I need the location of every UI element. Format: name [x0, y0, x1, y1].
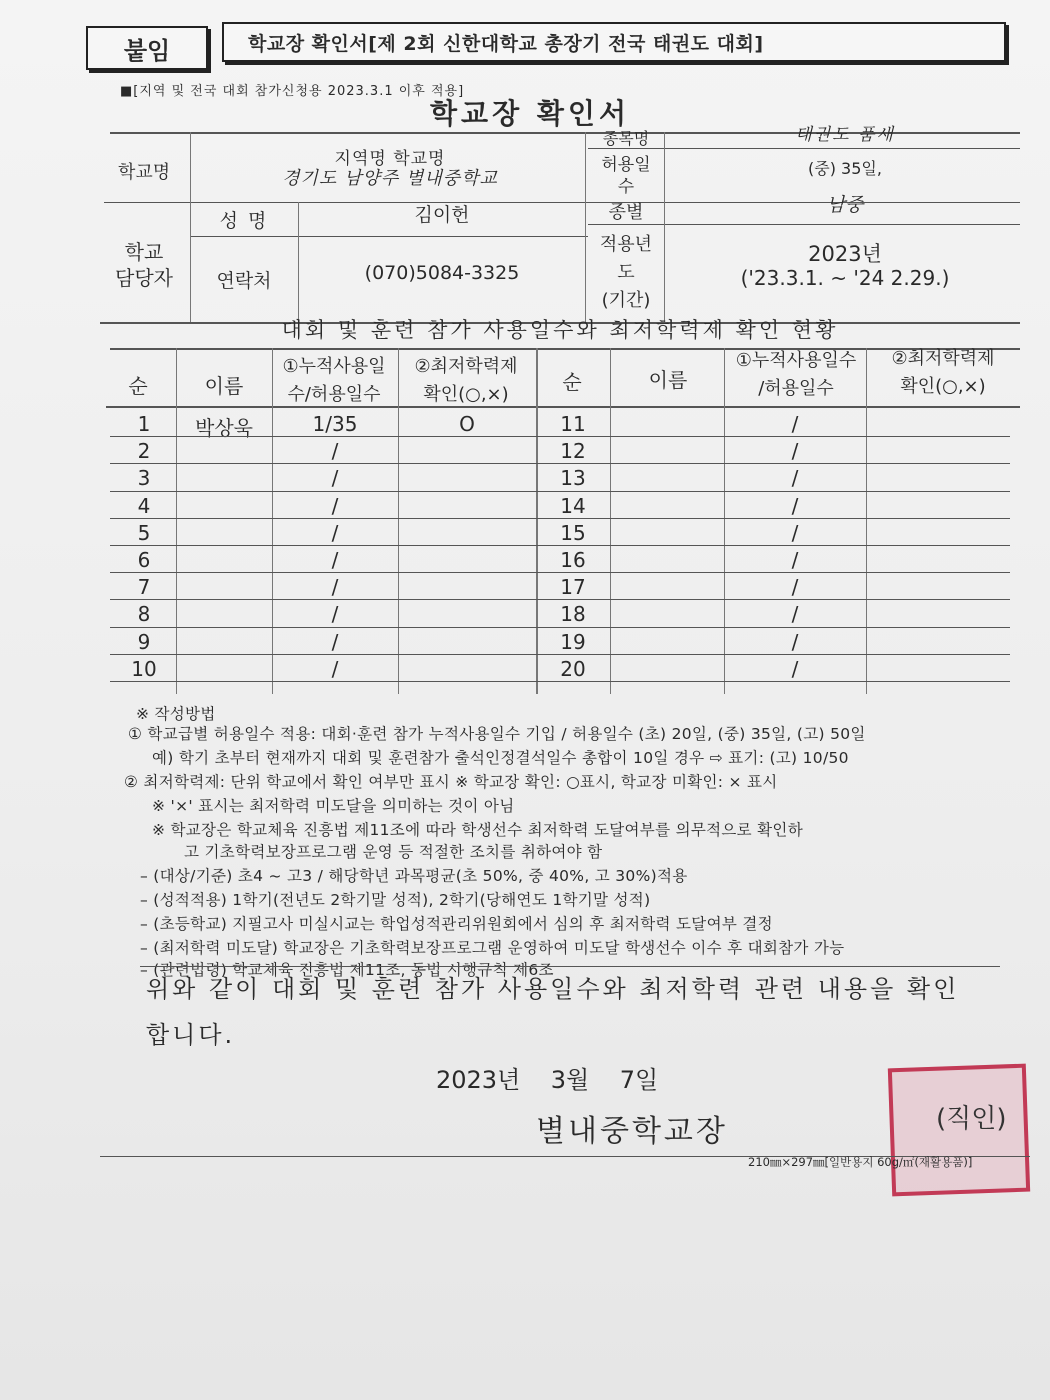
- instruction-line: – (관련법령) 학교체육 진흥법 제11조, 동법 시행규칙 제6조: [140, 961, 554, 979]
- days-used-right: /: [791, 548, 799, 572]
- row-number-right: 15: [560, 520, 586, 545]
- table-row: [0, 464, 1020, 491]
- event-label: 종목명: [602, 129, 650, 148]
- days-used: /: [331, 493, 339, 518]
- days-used-right: /: [791, 466, 799, 491]
- period-label-2: 도: [617, 262, 635, 283]
- rule-line: [110, 681, 1010, 682]
- instruction-line: ② 최저학력제: 단위 학교에서 확인 여부만 표시 ※ 학교장 확인: ○표시, 학교장 미확인: × 표시: [124, 773, 778, 791]
- row-number-right: 19: [560, 629, 586, 654]
- row-number-right: 18: [560, 602, 586, 627]
- row-number: 1: [137, 412, 151, 436]
- school-name-value: 경기도 남양주 별내중학교: [282, 168, 498, 189]
- instruction-line: – (최저학력 미도달) 학교장은 기초학력보장프로그램 운영하여 미도달 학생선수 이수 후 대회참가 가능: [140, 939, 845, 957]
- table-row: [0, 573, 1020, 600]
- application-notice: ■[지역 및 전국 대회 참가신청용 2023.3.1 이후 적용]: [120, 84, 465, 99]
- row-number: 5: [137, 520, 151, 545]
- table-row: [0, 600, 1020, 627]
- col-header-name: 이름: [204, 374, 244, 398]
- col-header-days-right-2: /허용일수: [758, 378, 834, 399]
- instruction-line: 고 기초학력보장프로그램 운영 등 적절한 조치를 취하여야 함: [184, 843, 603, 861]
- manager-label: 학교: [124, 240, 164, 264]
- table-row: [0, 437, 1020, 464]
- row-number: 2: [137, 439, 151, 464]
- name-value: 김이헌: [414, 204, 470, 226]
- row-number: 9: [137, 629, 151, 654]
- days-used: /: [331, 520, 339, 545]
- col-header-check-2: 확인(○,×): [423, 384, 509, 405]
- col-header-days-2: 수/허용일수: [287, 384, 381, 405]
- contact-label: 연락처: [216, 270, 272, 292]
- col-header-check: ②최저학력제: [414, 356, 518, 377]
- instructions-heading: ※ 작성방법: [136, 705, 216, 723]
- row-number: 6: [137, 548, 151, 572]
- event-value: 태권도 품새: [795, 125, 895, 145]
- attachment-badge: 붙임: [86, 26, 208, 70]
- days-used: 1/35: [312, 412, 358, 436]
- closing-statement: [146, 966, 986, 1058]
- days-used: /: [331, 602, 339, 627]
- days-used: /: [331, 466, 339, 491]
- days-used-right: /: [791, 602, 799, 627]
- col-header-days-right: ①누적사용일수: [735, 350, 857, 371]
- days-used-right: /: [791, 520, 799, 545]
- days-used-right: /: [791, 656, 799, 681]
- closing-line: 합니다.: [146, 1021, 236, 1049]
- row-number-right: 13: [560, 466, 586, 491]
- col-header-no-right: 순: [562, 370, 582, 394]
- name-label: 성 명: [219, 210, 269, 232]
- paper-spec: 210㎜×297㎜[일반용지 60g/㎡(재활용품)]: [748, 1155, 973, 1169]
- rule-line: [190, 236, 588, 237]
- rule-line: [190, 132, 191, 322]
- student-name: 박상욱: [195, 416, 253, 440]
- table-row: [0, 546, 1020, 573]
- allowed-days-label-2: 수: [617, 177, 635, 197]
- days-used: /: [331, 548, 339, 572]
- closing-line: 위와 같이 대회 및 훈련 참가 사용일수와 최저학력 관련 내용을 확인: [146, 975, 960, 1003]
- status-subtitle: 대회 및 훈련 참가 사용일수와 최저학력제 확인 현황: [281, 318, 839, 342]
- achievement-check: O: [459, 412, 475, 436]
- instruction-line: ① 학교급별 허용일수 적용: 대회·훈련 참가 누적사용일수 기입 / 허용일수 (초) 20일, (중) 35일, (고) 50일: [128, 725, 866, 743]
- table-row: [0, 410, 1020, 440]
- instruction-line: – (성적적용) 1학기(전년도 2학기말 성적), 2학기(당해연도 1학기말 성적): [140, 891, 651, 909]
- days-used-right: /: [791, 412, 799, 436]
- manager-label-2: 담당자: [115, 266, 173, 290]
- rule-line: [588, 224, 1020, 225]
- instruction-line: – (초등학교) 지필고사 미실시교는 학업성적관리위원회에서 심의 후 최저학력 도달여부 결정: [140, 915, 773, 933]
- row-number-right: 20: [560, 656, 586, 681]
- days-used: /: [331, 629, 339, 654]
- year-value: 2023년: [808, 242, 882, 266]
- issue-date: 2023년 3월 7일: [436, 1066, 659, 1094]
- contact-value: (070)5084-3325: [364, 262, 520, 284]
- principal-title: 별내중학교장: [536, 1114, 728, 1149]
- col-header-check-right: ②최저학력제: [891, 348, 995, 369]
- row-number-right: 14: [560, 493, 586, 518]
- table-row: [0, 628, 1020, 655]
- table-row: [0, 519, 1020, 546]
- row-number-right: 11: [560, 412, 586, 436]
- document-heading-box: 학교장 확인서[제 2회 신한대학교 총장기 전국 태권도 대회]: [222, 22, 1006, 62]
- col-header-name-right: 이름: [648, 368, 688, 392]
- rule-line: [585, 132, 586, 322]
- col-header-days: ①누적사용일: [282, 356, 386, 377]
- gender-value: 남중: [826, 194, 864, 216]
- row-number-right: 12: [560, 439, 586, 464]
- school-name-label: 학교명: [118, 162, 171, 183]
- row-number: 10: [131, 656, 157, 681]
- period-value: ('23.3.1. ~ '24 2.29.): [740, 266, 950, 290]
- region-school-label: 지역명 학교명: [334, 149, 446, 169]
- col-header-no: 순: [128, 374, 148, 398]
- instruction-line: ※ 학교장은 학교체육 진흥법 제11조에 따라 학생선수 최저학력 도달여부를 의무적으로 확인하: [152, 821, 803, 839]
- instruction-line: – (대상/기준) 초4 ~ 고3 / 해당학년 과목평균(초 50%, 중 40%, 고 30%)적용: [140, 867, 688, 885]
- period-label: 적용년: [599, 234, 653, 255]
- days-used-right: /: [791, 629, 799, 654]
- rule-line: [106, 406, 1020, 408]
- rule-line: [664, 132, 665, 322]
- days-used-right: /: [791, 493, 799, 518]
- row-number: 8: [137, 602, 151, 627]
- col-header-check-right-2: 확인(○,×): [900, 376, 986, 397]
- row-number-right: 17: [560, 575, 586, 600]
- days-used-right: /: [791, 439, 799, 464]
- table-row: [0, 492, 1020, 519]
- row-number: 3: [137, 466, 151, 491]
- row-number: 4: [137, 493, 151, 518]
- row-number: 7: [137, 575, 151, 600]
- days-used: /: [331, 656, 339, 681]
- seal-label: (직인): [936, 1104, 1007, 1134]
- allowed-days-value: (중) 35일,: [808, 159, 882, 178]
- gender-label: 종별: [608, 202, 644, 223]
- document-title: 학교장 확인서: [429, 97, 631, 130]
- days-used: /: [331, 439, 339, 464]
- instruction-line: 예) 학기 초부터 현재까지 대회 및 훈련참가 출석인정결석일수 총합이 10일 경우 ⇨ 표기: (고) 10/50: [152, 749, 849, 767]
- table-row: [0, 655, 1020, 682]
- period-label-3: (기간): [601, 290, 651, 311]
- allowed-days-label: 허용일: [601, 155, 651, 175]
- rule-line: [298, 202, 299, 322]
- days-used-right: /: [791, 575, 799, 600]
- row-number-right: 16: [560, 548, 586, 572]
- days-used: /: [331, 575, 339, 600]
- instruction-line: ※ '×' 표시는 최저학력 미도달을 의미하는 것이 아님: [152, 797, 515, 815]
